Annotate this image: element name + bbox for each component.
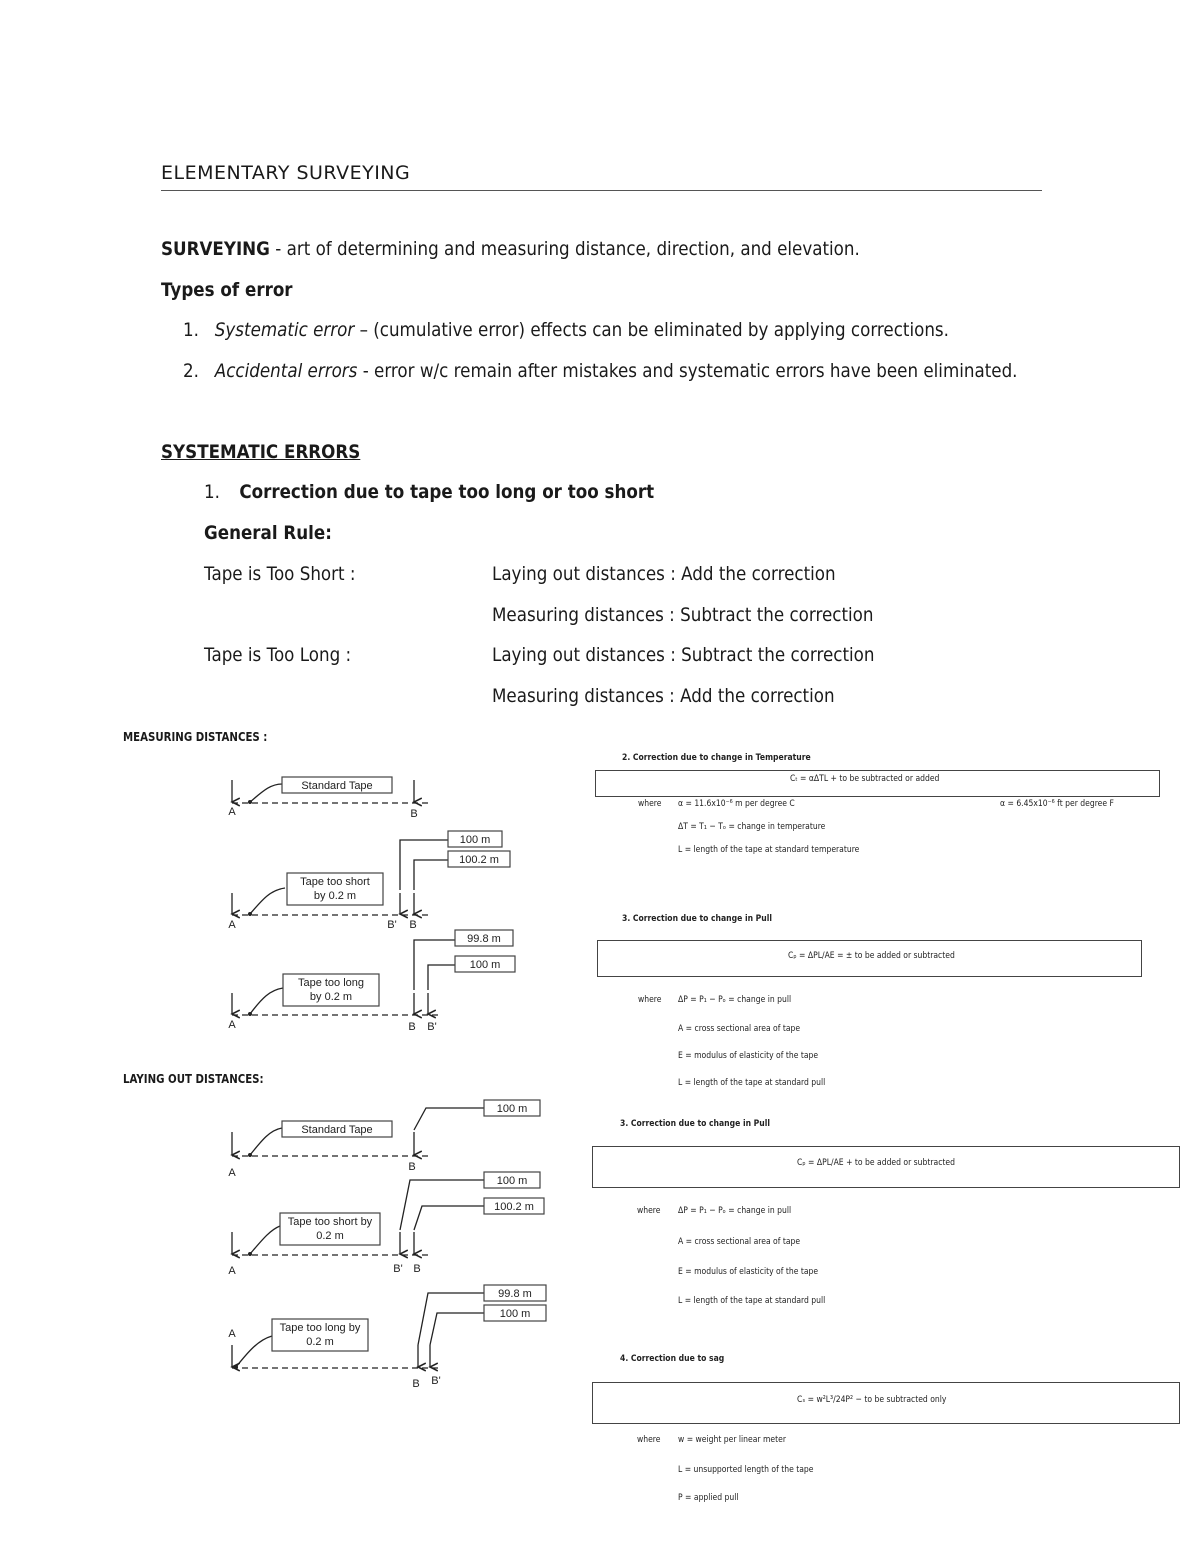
pull2-area: A = cross sectional area of tape bbox=[678, 1237, 801, 1247]
label-100-2m-1: 100.2 m bbox=[459, 854, 499, 866]
types-heading: Types of error bbox=[161, 279, 293, 301]
pull1-length: L = length of the tape at standard pull bbox=[678, 1078, 826, 1088]
label-100-2m-2: 100.2 m bbox=[494, 1201, 534, 1213]
pull1-modulus: E = modulus of elasticity of the tape bbox=[678, 1051, 819, 1061]
surveying-definition-text: - art of determining and measuring distance, direction, and elevation. bbox=[269, 238, 860, 260]
point-b-prime: B' bbox=[393, 1263, 403, 1275]
error-type-1-name: Systematic error bbox=[214, 319, 355, 341]
pull1-area: A = cross sectional area of tape bbox=[678, 1024, 801, 1034]
point-b: B bbox=[408, 1161, 416, 1173]
label-99-8m-2: 99.8 m bbox=[498, 1288, 532, 1300]
measuring-distances-heading: MEASURING DISTANCES : bbox=[123, 730, 268, 744]
systematic-heading: SYSTEMATIC ERRORS bbox=[161, 441, 361, 463]
temp-alpha-english: α = 6.45x10⁻⁶ ft per degree F bbox=[1000, 799, 1114, 809]
pull2-length: L = length of the tape at standard pull bbox=[678, 1296, 826, 1306]
sag-pull: P = applied pull bbox=[678, 1493, 739, 1503]
pull1-correction-title: 3. Correction due to change in Pull bbox=[622, 914, 772, 924]
sag-formula: Cₛ = w²L³/24P² − to be subtracted only bbox=[797, 1395, 947, 1405]
label-lay-by-1: 0.2 m bbox=[316, 1230, 344, 1242]
rule-right-2: Measuring distances : Subtract the correction bbox=[492, 604, 874, 626]
temp-length: L = length of the tape at standard temperature bbox=[678, 845, 860, 855]
point-b: B bbox=[412, 1378, 420, 1390]
point-b-prime: B' bbox=[387, 919, 397, 931]
laying-out-heading: LAYING OUT DISTANCES: bbox=[123, 1072, 264, 1086]
sag-correction-title: 4. Correction due to sag bbox=[620, 1354, 725, 1364]
label-100m-2: 100 m bbox=[469, 959, 501, 971]
point-a: A bbox=[228, 806, 236, 818]
point-b-prime: B' bbox=[427, 1021, 437, 1033]
point-a: A bbox=[228, 919, 236, 931]
label-long-by: by 0.2 m bbox=[309, 991, 353, 1003]
error-type-2-desc: - error w/c remain after mistakes and systematic errors have been eliminated. bbox=[357, 360, 1018, 382]
general-rule-heading: General Rule: bbox=[204, 522, 332, 544]
pull2-where: where bbox=[637, 1206, 661, 1216]
rule-left-long: Tape is Too Long : bbox=[204, 644, 352, 666]
tape-leader bbox=[250, 784, 282, 802]
correction-item-1-num: 1. bbox=[204, 481, 220, 503]
sag-weight: w = weight per linear meter bbox=[678, 1435, 786, 1445]
point-a: A bbox=[228, 1019, 236, 1031]
error-type-2-num: 2. bbox=[183, 360, 199, 382]
correction-item-1-title: Correction due to tape too long or too short bbox=[239, 481, 655, 503]
pull2-formula: Cₚ = ΔPL/AE + to be added or subtracted bbox=[797, 1158, 955, 1168]
label-100m-5: 100 m bbox=[499, 1308, 531, 1320]
point-b: B bbox=[410, 808, 418, 820]
point-a: A bbox=[228, 1328, 236, 1340]
error-type-2-name: Accidental errors bbox=[214, 360, 358, 382]
temp-delta-t: ΔT = T₁ − Tₒ = change in temperature bbox=[678, 822, 826, 832]
rule-right-1: Laying out distances : Add the correction bbox=[492, 563, 836, 585]
point-b: B bbox=[409, 919, 417, 931]
rule-right-3: Laying out distances : Subtract the correction bbox=[492, 644, 875, 666]
temp-formula: Cₜ = αΔTL + to be subtracted or added bbox=[790, 774, 940, 784]
sag-where: where bbox=[637, 1435, 661, 1445]
pull2-delta-p: ΔP = P₁ − Pₒ = change in pull bbox=[678, 1206, 792, 1216]
label-100m-1: 100 m bbox=[459, 834, 491, 846]
surveying-term: SURVEYING bbox=[161, 238, 270, 260]
error-type-1-desc: – (cumulative error) effects can be eliminated by applying corrections. bbox=[354, 319, 949, 341]
label-tape-short-lay: Tape too short by bbox=[287, 1216, 373, 1228]
pull1-formula: Cₚ = ΔPL/AE = ± to be added or subtracted bbox=[788, 951, 955, 961]
label-short-by: by 0.2 m bbox=[313, 890, 357, 902]
label-tape-short: Tape too short bbox=[300, 876, 370, 888]
pull1-delta-p: ΔP = P₁ − Pₒ = change in pull bbox=[678, 995, 792, 1005]
label-lay-by-2: 0.2 m bbox=[306, 1336, 334, 1348]
label-100m-4: 100 m bbox=[496, 1175, 528, 1187]
pull2-modulus: E = modulus of elasticity of the tape bbox=[678, 1267, 819, 1277]
temp-alpha-metric: α = 11.6x10⁻⁶ m per degree C bbox=[678, 799, 795, 809]
temp-correction-title: 2. Correction due to change in Temperature bbox=[622, 753, 811, 763]
label-standard-tape-1: Standard Tape bbox=[301, 780, 373, 792]
point-b: B bbox=[413, 1263, 421, 1275]
page-header-title: ELEMENTARY SURVEYING bbox=[161, 162, 411, 184]
sag-length: L = unsupported length of the tape bbox=[678, 1465, 814, 1475]
rule-left-short: Tape is Too Short : bbox=[204, 563, 356, 585]
error-type-1-num: 1. bbox=[183, 319, 199, 341]
label-99-8m-1: 99.8 m bbox=[467, 933, 501, 945]
temp-where: where bbox=[638, 799, 662, 809]
point-b: B bbox=[408, 1021, 416, 1033]
label-100m-3: 100 m bbox=[496, 1103, 528, 1115]
label-tape-long: Tape too long bbox=[297, 977, 365, 989]
pull2-correction-title: 3. Correction due to change in Pull bbox=[620, 1119, 770, 1129]
label-tape-long-lay: Tape too long by bbox=[279, 1322, 361, 1334]
point-b-prime: B' bbox=[431, 1375, 441, 1387]
pull1-where: where bbox=[638, 995, 662, 1005]
point-a: A bbox=[228, 1265, 236, 1277]
label-standard-tape-2: Standard Tape bbox=[301, 1124, 373, 1136]
rule-right-4: Measuring distances : Add the correction bbox=[492, 685, 835, 707]
point-a: A bbox=[228, 1167, 236, 1179]
